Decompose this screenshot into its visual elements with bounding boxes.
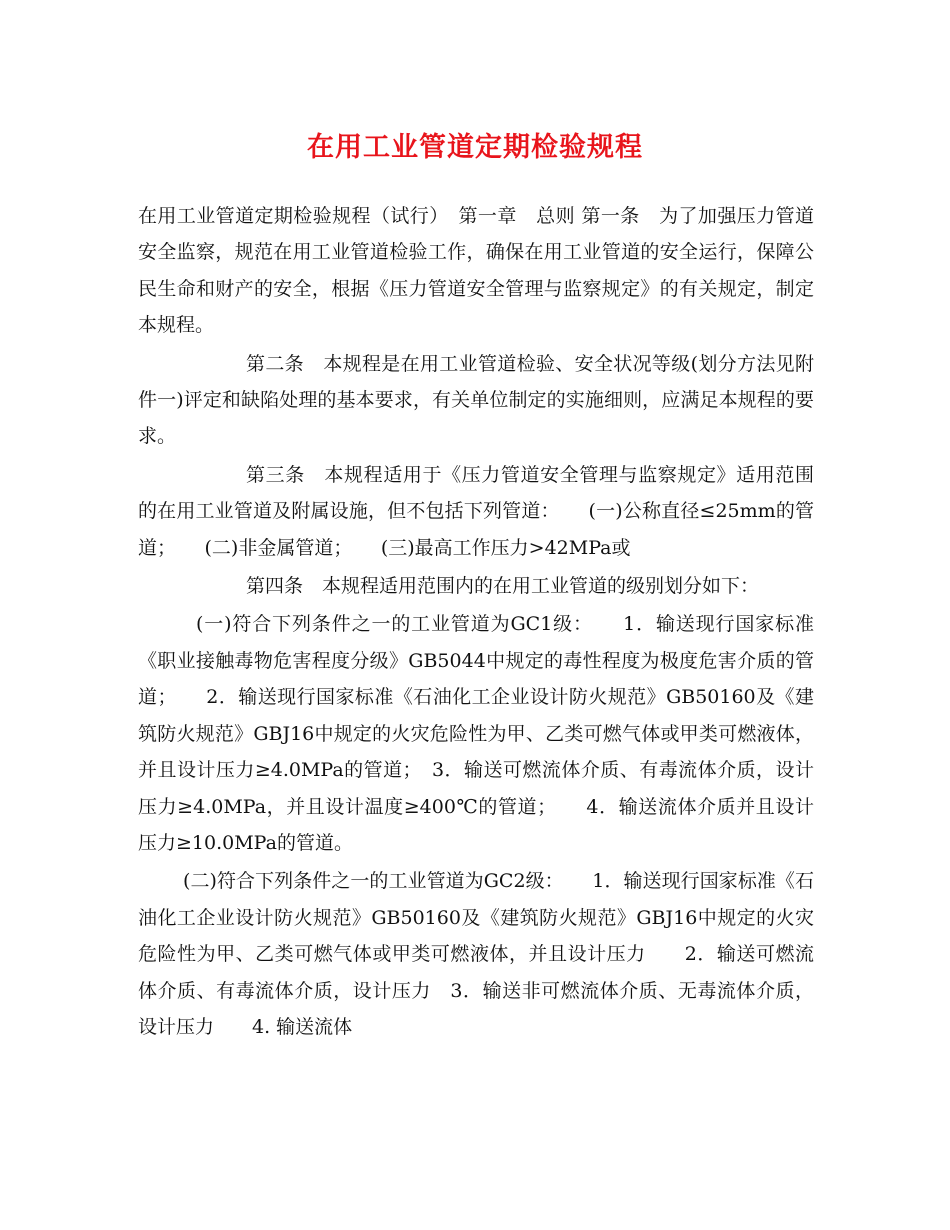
document-body [138, 198, 814, 1047]
paragraph-article-2: 第二条 本规程是在用工业管道检验、安全状况等级(划分方法见附件一)评定和缺陷处理的基本要求，有关单位制定的实施细则，应满足本规程的要求。 [138, 352, 814, 448]
paragraph-gc1: (一)符合下列条件之一的工业管道为GC1级： 1．输送现行国家标准《职业接触毒物危害程度分级》GB5044中规定的毒性程度为极度危害介质的管道； 2．输送现行国家标准《石油化工企业设计防火规范》GB50160及《建筑防火规范》GBJ16中规定的火灾危险性为甲、乙类可燃气体或甲类可燃液体，并且设计压力≥4.0MPa的管道； 3．输送可燃流体介质、有毒流体介质，设计压力≥4.0MPa，并且设计温度≥400℃的管道； 4．输送流体介质并且设计压力≥10.0MPa的管道。 [138, 613, 814, 854]
paragraph-article-1: 在用工业管道定期检验规程（试行） 第一章 总则 第一条 为了加强压力管道安全监察，规范在用工业管道检验工作，确保在用工业管道的安全运行，保障公民生命和财产的安全，根据《压力管道安全管理与监察规定》的有关规定，制定本规程。 [138, 205, 814, 337]
paragraph-article-4: 第四条 本规程适用范围内的在用工业管道的级别划分如下： [246, 575, 760, 598]
paragraph-gc2: (二)符合下列条件之一的工业管道为GC2级： 1．输送现行国家标准《石油化工企业设计防火规范》GB50160及《建筑防火规范》GBJ16中规定的火灾危险性为甲、乙类可燃气体或甲类可燃液体，并且设计压力 2．输送可燃流体介质、有毒流体介质，设计压力 3．输送非可燃流体介质、无毒流体介质，设计压力 4. 输送流体 [138, 870, 814, 1038]
paragraph-article-3: 第三条 本规程适用于《压力管道安全管理与监察规定》适用范围的在用工业管道及附属设施，但不包括下列管道： (一)公称直径≤25mm的管道； (二)非金属管道； (三)最高工作压力>42MPa或 [138, 463, 814, 559]
document-title: 在用工业管道定期检验规程 [307, 132, 643, 163]
